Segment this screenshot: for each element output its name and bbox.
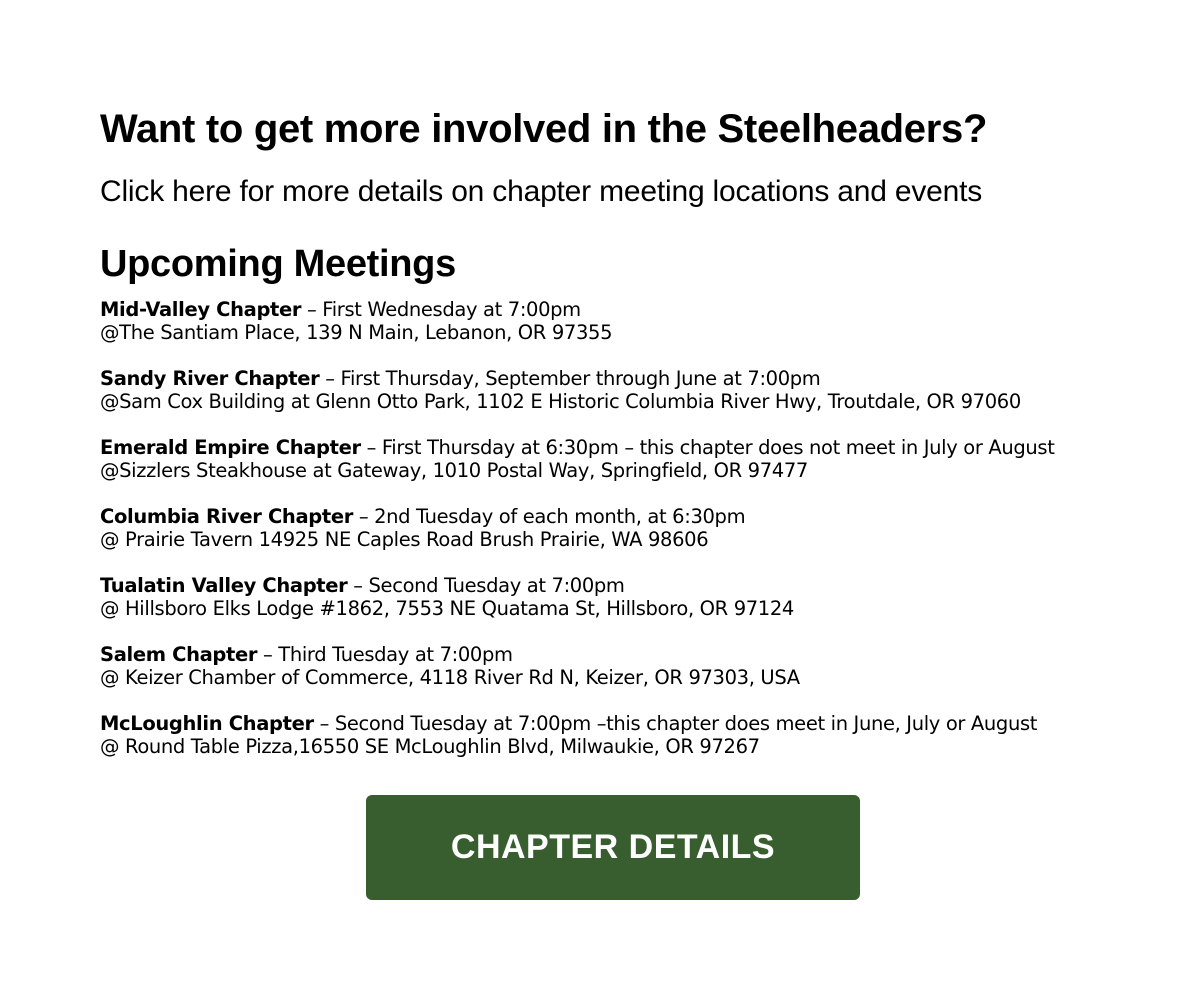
meeting-location: @ Round Table Pizza,16550 SE McLoughlin Blvd, Milwaukie, OR 97267	[100, 735, 760, 758]
meeting-schedule-line	[100, 298, 1055, 321]
upcoming-meetings-heading: Upcoming Meetings	[100, 243, 456, 285]
meeting-schedule: – First Thursday, September through June at 7:00pm	[319, 367, 821, 390]
meeting-schedule: – Second Tuesday at 7:00pm –this chapter does meet in June, July or August	[313, 712, 1038, 735]
chapter-name: Tualatin Valley Chapter	[100, 574, 348, 597]
meeting-location: @Sizzlers Steakhouse at Gateway, 1010 Postal Way, Springfield, OR 97477	[100, 459, 808, 482]
meeting-schedule-line	[100, 643, 1055, 666]
meeting-location: @ Keizer Chamber of Commerce, 4118 River Rd N, Keizer, OR 97303, USA	[100, 666, 800, 689]
chapter-name: Salem Chapter	[100, 643, 258, 666]
chapter-name: Sandy River Chapter	[100, 367, 320, 390]
chapter-name: Columbia River Chapter	[100, 505, 353, 528]
chapter-name: Emerald Empire Chapter	[100, 436, 361, 459]
meeting-mcloughlin	[100, 712, 1055, 758]
meeting-schedule: – Third Tuesday at 7:00pm	[257, 643, 513, 666]
meeting-emerald-empire	[100, 436, 1055, 482]
chapter-name: Mid-Valley Chapter	[100, 298, 302, 321]
page-title: Want to get more involved in the Steelheaders?	[100, 107, 988, 151]
chapter-details-button-label: CHAPTER DETAILS	[450, 828, 776, 866]
meeting-tualatin-valley	[100, 574, 1055, 620]
chapter-details-link[interactable]: Click here for more details on chapter meeting locations and events	[100, 175, 983, 208]
meeting-location: @ Hillsboro Elks Lodge #1862, 7553 NE Quatama St, Hillsboro, OR 97124	[100, 597, 794, 620]
meeting-schedule-line	[100, 436, 1055, 459]
meeting-mid-valley	[100, 298, 1055, 344]
meetings-list	[100, 298, 1055, 781]
meeting-schedule: – Second Tuesday at 7:00pm	[347, 574, 625, 597]
chapter-details-button[interactable]	[366, 795, 860, 900]
meeting-schedule-line	[100, 574, 1055, 597]
meeting-schedule: – 2nd Tuesday of each month, at 6:30pm	[353, 505, 746, 528]
meeting-schedule-line	[100, 367, 1055, 390]
meeting-schedule-line	[100, 505, 1055, 528]
meeting-schedule-line	[100, 712, 1055, 735]
meeting-location: @Sam Cox Building at Glenn Otto Park, 1102 E Historic Columbia River Hwy, Troutdale, OR 97060	[100, 390, 1021, 413]
meeting-columbia-river	[100, 505, 1055, 551]
meeting-sandy-river	[100, 367, 1055, 413]
meeting-location: @ Prairie Tavern 14925 NE Caples Road Brush Prairie, WA 98606	[100, 528, 709, 551]
chapter-name: McLoughlin Chapter	[100, 712, 314, 735]
meeting-location: @The Santiam Place, 139 N Main, Lebanon, OR 97355	[100, 321, 613, 344]
meeting-salem	[100, 643, 1055, 689]
meeting-schedule: – First Thursday at 6:30pm – this chapter does not meet in July or August	[360, 436, 1055, 459]
meeting-schedule: – First Wednesday at 7:00pm	[301, 298, 581, 321]
